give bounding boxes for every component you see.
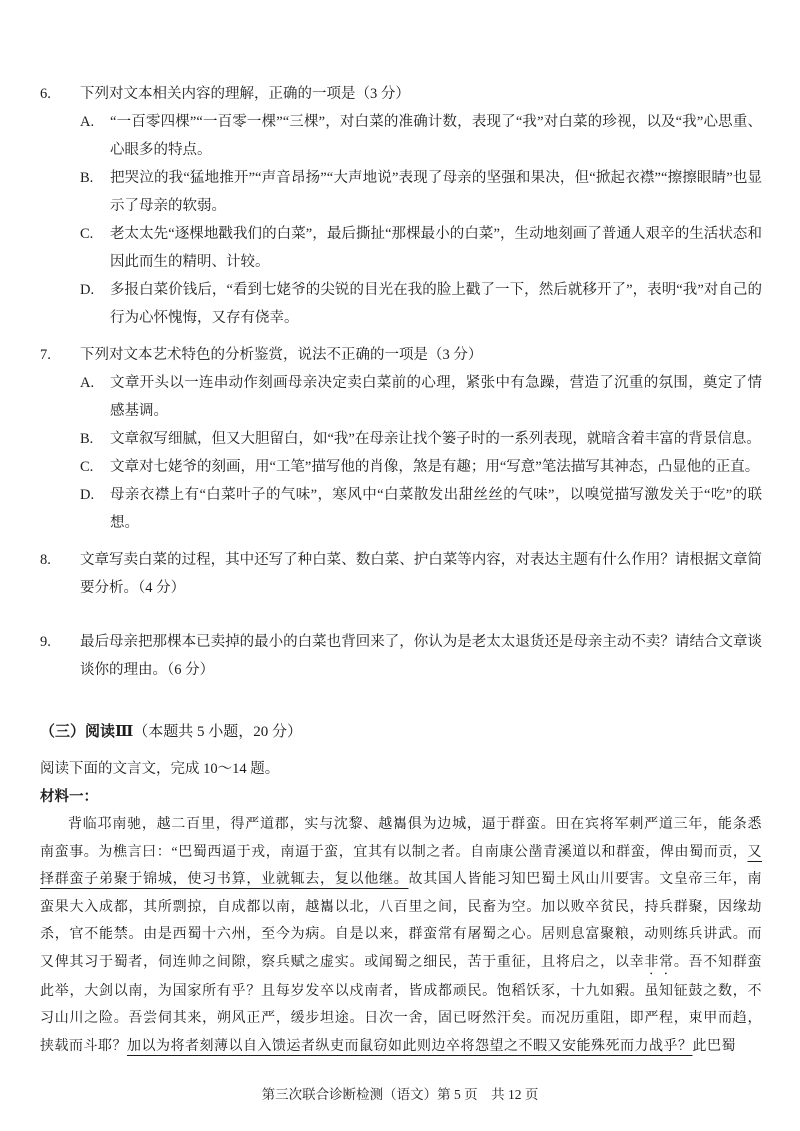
passage-segment: 此巴蜀	[692, 1038, 736, 1054]
section-heading-points: （本题共 5 小题，20 分）	[133, 724, 303, 740]
question-6	[40, 80, 762, 332]
question-7-option-b	[40, 425, 762, 453]
question-9-number: 9.	[40, 634, 51, 650]
passage-segment: 故其国人皆能习知巴蜀土风山川要害。文皇帝三年，南蛮果大入成都，其所剽掠，自成都以南，越巂以北，八百里之间，民畜为空。加以败卒贫民，持兵群聚，因缘劫杀，官不能禁。由是西蜀十六州，至今为病。自是以来，群蛮常有屠蜀之心。居则息富聚粮，动则练兵讲武。而又俾其习于蜀者，伺连帅之间隙，察兵赋之虚实。或闻蜀之细民，苦于重征，且将启之，以幸	[40, 872, 763, 970]
reading-instruction: 阅读下面的文言文，完成 10～14 题。	[40, 761, 280, 777]
question-9	[40, 628, 762, 684]
option-letter: D.	[80, 282, 95, 298]
question-6-option-b	[40, 164, 762, 220]
question-7-option-a	[40, 369, 762, 425]
question-8-number: 8.	[40, 552, 51, 568]
passage-segment-underlined: 又择群蛮子弟聚于锦城，使习书算，业就辄去，复以他继。	[40, 844, 762, 887]
option-text: 把哭泣的我“猛地推开”“声音昂扬”“大声地说”表现了母亲的坚强和果决，但“掀起衣襟”“擦擦眼睛”也显示了母亲的软弱。	[110, 170, 762, 214]
question-8-stem	[40, 546, 762, 602]
passage-segment: 。吾不知群蛮此举，大剑以南，为国家所有乎？且每岁发卒以戍南者，皆成都顽民。饱稻饫豕，十九如豭。虽知钲鼓之数，不习山川之险。吾尝伺其来，朔风正严，缓步坦途。日次一舍，固已呀然汗矣。而况历重阻，即严程，束甲而趋，挟载而斗耶？	[40, 954, 763, 1054]
material-one-label: 材料一：	[40, 789, 98, 805]
option-text: 文章对七姥爷的刻画，用“工笔”描写他的肖像，煞是有趣；用“写意”笔法描写其神态，凸显他的正直。	[110, 459, 760, 475]
option-letter: C.	[80, 226, 94, 242]
question-7	[40, 341, 762, 537]
option-letter: B.	[80, 170, 94, 186]
option-text: 老太太先“逐棵地戳我们的白菜”，最后撕扯“那棵最小的白菜”，生动地刻画了普通人艰辛的生活状态和因此而生的精明、计较。	[110, 226, 762, 270]
option-letter: C.	[80, 459, 94, 475]
option-letter: A.	[80, 375, 95, 391]
passage-segment-emphasis-dots: 非常	[644, 954, 674, 970]
option-letter: B.	[80, 431, 94, 447]
question-7-stem	[40, 341, 762, 369]
question-6-option-a	[40, 108, 762, 164]
page-footer: 第三次联合诊断检测（语文）第 5 页 共 12 页	[261, 1087, 539, 1102]
option-text: 文章开头以一连串动作刻画母亲决定卖白菜前的心理，紧张中有急躁，营造了沉重的氛围，奠定了情感基调。	[110, 375, 762, 419]
passage-segment-underlined: 加以为将者刻薄以自入馈运者纵吏而鼠窃如此则边卒将怨望之不暇又安能殊死而力战乎？	[127, 1038, 693, 1054]
question-8-text: 文章写卖白菜的过程，其中还写了种白菜、数白菜、护白菜等内容，对表达主题有什么作用？请根据文章简要分析。（4 分）	[80, 552, 762, 596]
question-7-option-d	[40, 481, 762, 537]
question-6-option-d	[40, 276, 762, 332]
question-9-text: 最后母亲把那棵本已卖掉的最小的白菜也背回来了，你认为是老太太退货还是母亲主动不卖？请结合文章谈谈你的理由。（6 分）	[80, 634, 762, 678]
option-text: 母亲衣襟上有“白菜叶子的气味”，寒风中“白菜散发出甜丝丝的气味”，以嗅觉描写激发关于“吃”的联想。	[110, 487, 762, 531]
section-heading-title: （三）阅读Ⅲ	[40, 724, 134, 740]
option-text: 文章叙写细腻，但又大胆留白，如“我”在母亲让找个篓子时的一系列表现，就暗含着丰富的背景信息。	[110, 431, 761, 447]
question-7-option-c	[40, 453, 762, 481]
classical-passage	[40, 811, 762, 1060]
question-6-stem	[40, 80, 762, 108]
question-7-number: 7.	[40, 347, 51, 363]
question-7-text: 下列对文本艺术特色的分析鉴赏，说法不正确的一项是（3 分）	[80, 347, 483, 363]
question-8	[40, 546, 762, 602]
question-6-text: 下列对文本相关内容的理解，正确的一项是（3 分）	[80, 86, 410, 102]
option-text: “一百零四棵”“一百零一棵”“三棵”，对白菜的准确计数，表现了“我”对白菜的珍视，以及“我”心思重、心眼多的特点。	[110, 114, 762, 158]
passage-segment: 背临邛南驰，越二百里，得严道郡，实与沈黎、越巂俱为边城，逼于群蛮。田在宾将军刺严道三年，能条悉南蛮事。为樵言曰：“巴蜀西逼于戎，南逼于蛮，宜其有以制之者。自南康公凿青溪道以和群蛮，俾由蜀而贡，	[40, 817, 762, 860]
question-6-number: 6.	[40, 86, 51, 102]
option-text: 多报白菜价钱后，“看到七姥爷的尖锐的目光在我的脸上戳了一下，然后就移开了”，表明“我”对自己的行为心怀愧悔，又存有侥幸。	[110, 282, 762, 326]
option-letter: D.	[80, 487, 95, 503]
option-letter: A.	[80, 114, 95, 130]
section-heading	[40, 718, 762, 746]
question-6-option-c	[40, 220, 762, 276]
question-9-stem	[40, 628, 762, 684]
